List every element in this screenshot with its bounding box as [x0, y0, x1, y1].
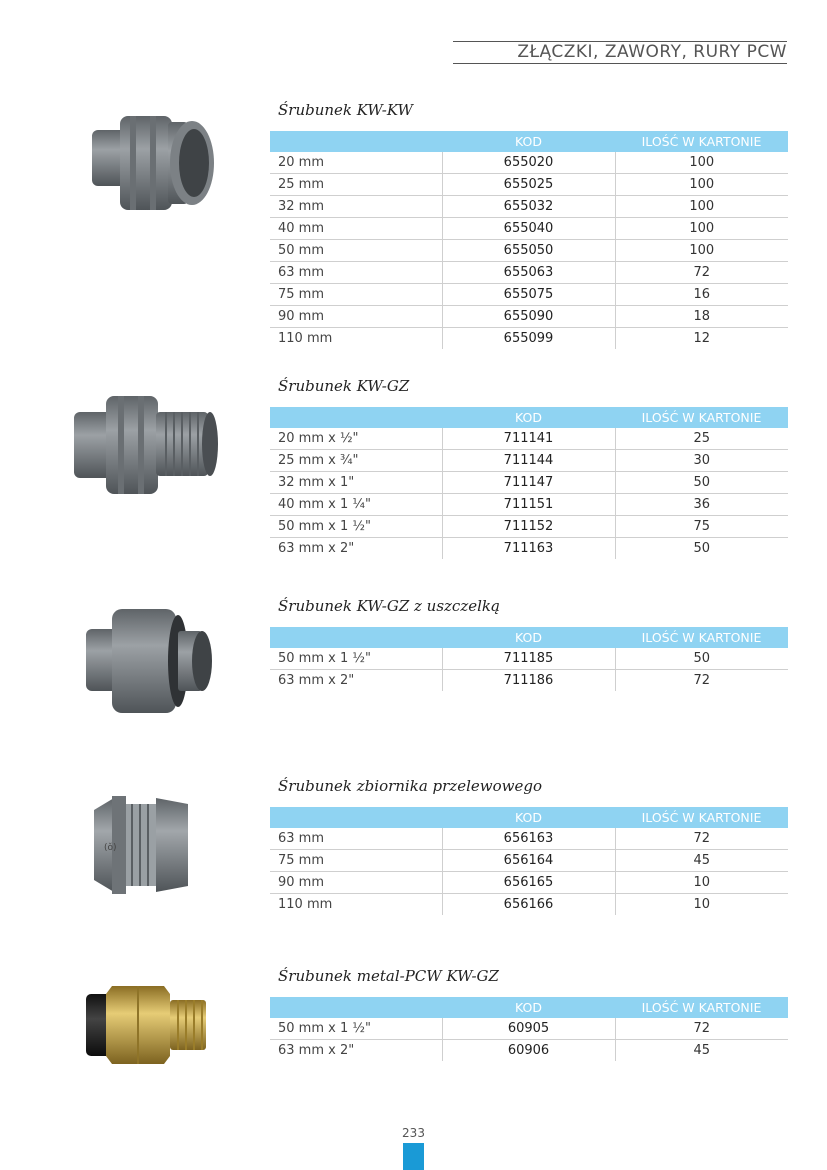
header-size — [270, 627, 442, 648]
product-table — [270, 407, 788, 559]
metal-pvc-union-image — [84, 980, 214, 1070]
section-metal-pvc — [270, 966, 788, 1061]
table-row — [270, 152, 788, 174]
tank-union-image — [84, 790, 204, 900]
size-cell: 75 mm — [270, 850, 442, 872]
section-title: Śrubunek KW-GZ — [278, 377, 410, 395]
kod-cell: 655040 — [442, 218, 615, 240]
kod-cell: 655050 — [442, 240, 615, 262]
ilosc-cell: 16 — [615, 284, 788, 306]
table-row — [270, 670, 788, 692]
ilosc-cell: 45 — [615, 850, 788, 872]
kod-cell: 655099 — [442, 328, 615, 350]
kod-cell: 656163 — [442, 828, 615, 850]
size-cell: 50 mm x 1 ½" — [270, 1018, 442, 1040]
size-cell: 75 mm — [270, 284, 442, 306]
header-ilosc: ILOŚĆ W KARTONIE — [615, 807, 788, 828]
table-row — [270, 516, 788, 538]
ilosc-cell: 75 — [615, 516, 788, 538]
header-kod: KOD — [442, 997, 615, 1018]
header-kod: KOD — [442, 807, 615, 828]
ilosc-cell: 100 — [615, 218, 788, 240]
ilosc-cell: 72 — [615, 262, 788, 284]
kod-cell: 656164 — [442, 850, 615, 872]
size-cell: 25 mm — [270, 174, 442, 196]
table-row — [270, 240, 788, 262]
table-row — [270, 174, 788, 196]
table-row — [270, 472, 788, 494]
table-row — [270, 450, 788, 472]
ilosc-cell: 45 — [615, 1040, 788, 1062]
ilosc-cell: 30 — [615, 450, 788, 472]
header-size — [270, 807, 442, 828]
ilosc-cell: 50 — [615, 538, 788, 560]
size-cell: 63 mm — [270, 828, 442, 850]
kod-cell: 656165 — [442, 872, 615, 894]
ilosc-cell: 72 — [615, 1018, 788, 1040]
table-row — [270, 648, 788, 670]
table-row — [270, 894, 788, 916]
table-row — [270, 850, 788, 872]
kod-cell: 711185 — [442, 648, 615, 670]
ilosc-cell: 12 — [615, 328, 788, 350]
size-cell: 50 mm x 1 ½" — [270, 648, 442, 670]
size-cell: 50 mm — [270, 240, 442, 262]
union-kw-kw-image — [88, 108, 220, 218]
table-row — [270, 428, 788, 450]
kod-cell: 60906 — [442, 1040, 615, 1062]
size-cell: 110 mm — [278, 331, 333, 346]
kod-cell: 711186 — [442, 670, 615, 692]
size-cell: 63 mm x 2" — [278, 1043, 355, 1058]
union-kw-gz-seal-image — [82, 605, 214, 717]
ilosc-cell: 10 — [615, 894, 788, 916]
size-cell: 63 mm x 2" — [278, 541, 355, 556]
table-row — [270, 218, 788, 240]
ilosc-cell: 25 — [615, 428, 788, 450]
header-kod: KOD — [442, 131, 615, 152]
size-cell: 32 mm — [270, 196, 442, 218]
product-table — [270, 131, 788, 349]
kod-cell: 711144 — [442, 450, 615, 472]
table-row — [270, 1040, 788, 1062]
section-title: Śrubunek KW-KW — [278, 101, 413, 119]
header-kod: KOD — [442, 627, 615, 648]
table-row — [270, 262, 788, 284]
svg-text:(ǒ): (ǒ) — [104, 843, 117, 853]
product-table — [270, 627, 788, 691]
kod-cell: 60905 — [442, 1018, 615, 1040]
section-title: Śrubunek KW-GZ z uszczelką — [278, 597, 500, 615]
ilosc-cell: 100 — [615, 174, 788, 196]
size-cell: 110 mm — [278, 897, 333, 912]
size-cell: 63 mm — [270, 262, 442, 284]
section-tank-union — [270, 776, 788, 915]
ilosc-cell: 50 — [615, 472, 788, 494]
size-cell: 50 mm x 1 ½" — [270, 516, 442, 538]
size-cell: 20 mm — [270, 152, 442, 174]
kod-cell: 711141 — [442, 428, 615, 450]
section-title: Śrubunek metal-PCW KW-GZ — [278, 967, 499, 985]
table-row — [270, 538, 788, 560]
kod-cell: 655090 — [442, 306, 615, 328]
size-cell: 20 mm x ½" — [270, 428, 442, 450]
header-kod: KOD — [442, 407, 615, 428]
ilosc-cell: 36 — [615, 494, 788, 516]
union-kw-gz-image — [70, 390, 220, 500]
kod-cell: 655032 — [442, 196, 615, 218]
header-rule-bottom — [453, 63, 787, 64]
table-row — [270, 1018, 788, 1040]
header-ilosc: ILOŚĆ W KARTONIE — [615, 407, 788, 428]
page-tab-marker — [403, 1143, 424, 1170]
size-cell: 40 mm — [270, 218, 442, 240]
size-cell: 40 mm x 1 ¼" — [270, 494, 442, 516]
ilosc-cell: 72 — [615, 828, 788, 850]
table-row — [270, 284, 788, 306]
table-row — [270, 328, 788, 350]
kod-cell: 711147 — [442, 472, 615, 494]
size-cell: 90 mm — [270, 872, 442, 894]
section-kw-gz — [270, 376, 788, 559]
header-ilosc: ILOŚĆ W KARTONIE — [615, 627, 788, 648]
ilosc-cell: 100 — [615, 196, 788, 218]
ilosc-cell: 18 — [615, 306, 788, 328]
table-row — [270, 828, 788, 850]
header-size — [270, 131, 442, 152]
size-cell: 25 mm x ¾" — [270, 450, 442, 472]
size-cell: 63 mm x 2" — [278, 673, 355, 688]
table-row — [270, 872, 788, 894]
table-row — [270, 196, 788, 218]
kod-cell: 655020 — [442, 152, 615, 174]
header-ilosc: ILOŚĆ W KARTONIE — [615, 997, 788, 1018]
page-number: 233 — [402, 1126, 425, 1140]
table-row — [270, 306, 788, 328]
kod-cell: 656166 — [442, 894, 615, 916]
ilosc-cell: 10 — [615, 872, 788, 894]
kod-cell: 711151 — [442, 494, 615, 516]
ilosc-cell: 72 — [615, 670, 788, 692]
section-title: Śrubunek zbiornika przelewowego — [278, 777, 542, 795]
ilosc-cell: 100 — [615, 240, 788, 262]
section-kw-kw — [270, 100, 788, 349]
page-header-title: ZŁĄCZKI, ZAWORY, RURY PCW — [517, 42, 787, 62]
kod-cell: 655025 — [442, 174, 615, 196]
section-kw-gz-seal — [270, 596, 788, 691]
size-cell: 32 mm x 1" — [270, 472, 442, 494]
table-row — [270, 494, 788, 516]
header-size — [270, 997, 442, 1018]
kod-cell: 655075 — [442, 284, 615, 306]
product-table — [270, 807, 788, 915]
header-ilosc: ILOŚĆ W KARTONIE — [615, 131, 788, 152]
product-table — [270, 997, 788, 1061]
ilosc-cell: 100 — [615, 152, 788, 174]
ilosc-cell: 50 — [615, 648, 788, 670]
kod-cell: 711163 — [442, 538, 615, 560]
kod-cell: 711152 — [442, 516, 615, 538]
kod-cell: 655063 — [442, 262, 615, 284]
size-cell: 90 mm — [270, 306, 442, 328]
header-size — [270, 407, 442, 428]
